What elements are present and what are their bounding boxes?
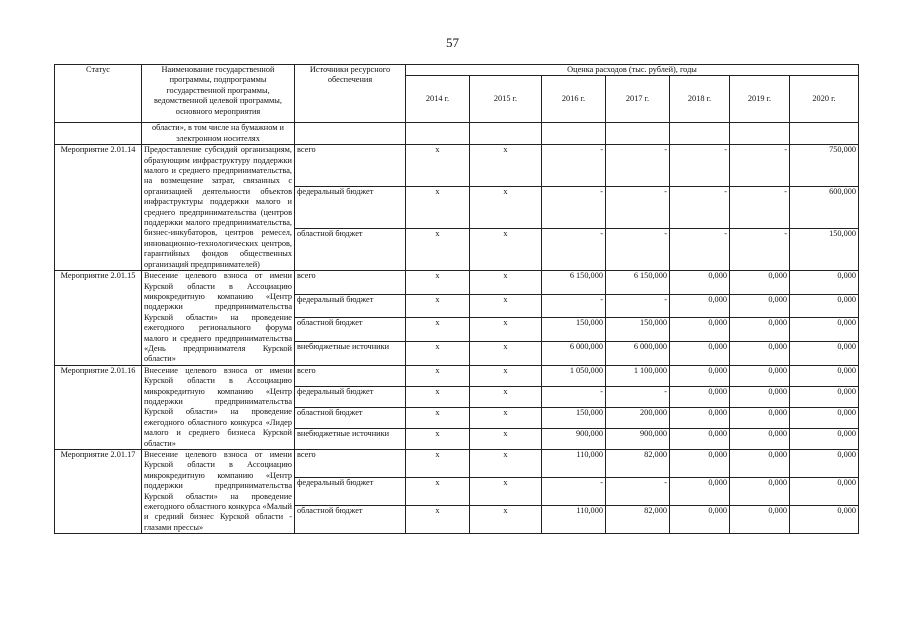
value-cell: 6 150,000	[606, 271, 670, 295]
value-cell: 110,000	[542, 450, 606, 478]
value-cell: -	[606, 145, 670, 187]
value-cell: 0,000	[790, 428, 859, 449]
value-cell: 0,000	[730, 450, 790, 478]
value-cell: х	[470, 342, 542, 366]
activity-name: Внесение целевого взноса от имени Курской области в Ассоциацию микрокредитную компанию «Центр поддержки предпринимательства Курской области» на проведение ежегодного областного конкурса «Малый и средний бизнес Курской области - глазами прессы»	[142, 450, 295, 534]
value-cell: -	[542, 145, 606, 187]
value-cell: 0,000	[670, 342, 730, 366]
value-cell: 0,000	[730, 365, 790, 386]
value-cell: 0,000	[790, 342, 859, 366]
activity-status: Мероприятие 2.01.17	[55, 450, 142, 534]
value-cell: 110,000	[542, 506, 606, 534]
table-row	[55, 145, 859, 187]
table-row	[55, 271, 859, 295]
value-cell: х	[406, 187, 470, 229]
value-cell: 0,000	[670, 506, 730, 534]
value-cell: х	[406, 478, 470, 506]
value-cell: 0,000	[670, 271, 730, 295]
value-cell: 0,000	[730, 478, 790, 506]
value-cell: 0,000	[730, 342, 790, 366]
value-cell: 0,000	[670, 478, 730, 506]
value-cell: -	[670, 187, 730, 229]
value-cell: х	[470, 365, 542, 386]
value-cell: х	[406, 271, 470, 295]
value-cell: х	[406, 506, 470, 534]
value-cell: -	[730, 145, 790, 187]
value-cell: 0,000	[670, 318, 730, 342]
value-cell: х	[406, 407, 470, 428]
value-cell: х	[470, 407, 542, 428]
value-cell: х	[470, 506, 542, 534]
value-cell: х	[470, 187, 542, 229]
header-name: Наименование государственной программы, подпрограммы государственной программы, ведомственной целевой программы, основного мероприятия	[142, 65, 295, 123]
activity-status: Мероприятие 2.01.16	[55, 365, 142, 449]
value-cell: -	[606, 187, 670, 229]
continuation-row	[55, 123, 859, 145]
funding-source: федеральный бюджет	[295, 386, 406, 407]
value-cell: 0,000	[790, 450, 859, 478]
value-cell: х	[470, 386, 542, 407]
value-cell: х	[406, 318, 470, 342]
value-cell: х	[470, 428, 542, 449]
value-cell: 0,000	[790, 386, 859, 407]
value-cell: 0,000	[730, 506, 790, 534]
funding-source: всего	[295, 145, 406, 187]
expenditure-table	[54, 64, 859, 534]
value-cell: 0,000	[670, 428, 730, 449]
value-cell: 1 100,000	[606, 365, 670, 386]
value-cell: 0,000	[670, 365, 730, 386]
funding-source: внебюджетные источники	[295, 342, 406, 366]
value-cell: -	[542, 386, 606, 407]
value-cell: -	[606, 229, 670, 271]
funding-source: федеральный бюджет	[295, 187, 406, 229]
value-cell: х	[470, 271, 542, 295]
header-year: 2015 г.	[470, 76, 542, 123]
value-cell: -	[542, 229, 606, 271]
value-cell: х	[406, 229, 470, 271]
value-cell: -	[730, 187, 790, 229]
header-year: 2017 г.	[606, 76, 670, 123]
value-cell: 0,000	[670, 294, 730, 318]
value-cell: 150,000	[542, 407, 606, 428]
value-cell: 6 000,000	[542, 342, 606, 366]
value-cell: 82,000	[606, 506, 670, 534]
funding-source: федеральный бюджет	[295, 478, 406, 506]
header-year: 2014 г.	[406, 76, 470, 123]
value-cell: х	[406, 386, 470, 407]
value-cell: х	[470, 478, 542, 506]
value-cell: 150,000	[542, 318, 606, 342]
value-cell: х	[406, 342, 470, 366]
activity-name: Внесение целевого взноса от имени Курской области в Ассоциацию микрокредитную компанию «Центр поддержки предпринимательства Курской области» на проведение ежегодного регионального форума малого и среднего предпринимательства «День предпринимателя Курской области»	[142, 271, 295, 366]
value-cell: -	[542, 187, 606, 229]
funding-source: федеральный бюджет	[295, 294, 406, 318]
page-number: 57	[446, 35, 459, 50]
table-row	[55, 365, 859, 386]
value-cell: х	[470, 450, 542, 478]
funding-source: областной бюджет	[295, 506, 406, 534]
continuation-text: области», в том числе на бумажном и электронном носителях	[142, 123, 295, 145]
header-year: 2018 г.	[670, 76, 730, 123]
value-cell: 0,000	[790, 294, 859, 318]
value-cell: 0,000	[670, 386, 730, 407]
value-cell: х	[470, 318, 542, 342]
value-cell: 82,000	[606, 450, 670, 478]
value-cell: 6 000,000	[606, 342, 670, 366]
value-cell: -	[542, 294, 606, 318]
value-cell: -	[542, 478, 606, 506]
value-cell: 200,000	[606, 407, 670, 428]
value-cell: 0,000	[670, 407, 730, 428]
header-status: Статус	[55, 65, 142, 123]
value-cell: х	[406, 294, 470, 318]
value-cell: 900,000	[606, 428, 670, 449]
value-cell: 0,000	[790, 478, 859, 506]
value-cell: 0,000	[790, 318, 859, 342]
value-cell: 0,000	[790, 365, 859, 386]
value-cell: 0,000	[790, 271, 859, 295]
value-cell: 0,000	[670, 450, 730, 478]
header-year: 2019 г.	[730, 76, 790, 123]
value-cell: х	[470, 145, 542, 187]
value-cell: 6 150,000	[542, 271, 606, 295]
header-year: 2016 г.	[542, 76, 606, 123]
value-cell: х	[406, 365, 470, 386]
header-year: 2020 г.	[790, 76, 859, 123]
header-estimate: Оценка расходов (тыс. рублей), годы	[406, 65, 859, 76]
value-cell: 0,000	[730, 294, 790, 318]
header-sources: Источники ресурсного обеспечения	[295, 65, 406, 123]
value-cell: 0,000	[730, 407, 790, 428]
value-cell: 0,000	[730, 318, 790, 342]
value-cell: х	[406, 145, 470, 187]
value-cell: -	[606, 294, 670, 318]
value-cell: 1 050,000	[542, 365, 606, 386]
value-cell: 0,000	[730, 386, 790, 407]
value-cell: х	[470, 294, 542, 318]
activity-status: Мероприятие 2.01.14	[55, 145, 142, 271]
value-cell: 0,000	[730, 271, 790, 295]
table-row	[55, 450, 859, 478]
activity-name: Предоставление субсидий организациям, образующим инфраструктуру поддержки малого и среднего предпринимательства, на возмещение затрат, связанных с организацией деятельности объектов инфраструктуры поддержки малого и среднего предпринимательства (центров поддержки малого предпринимательства, бизнес-инкубаторов, центров ремесел, инновационно-технологических центров, гарантийных фондов общественных организаций предпринимателей)	[142, 145, 295, 271]
funding-source: областной бюджет	[295, 229, 406, 271]
value-cell: 150,000	[790, 229, 859, 271]
value-cell: -	[606, 386, 670, 407]
value-cell: 0,000	[730, 428, 790, 449]
value-cell: 900,000	[542, 428, 606, 449]
funding-source: всего	[295, 450, 406, 478]
funding-source: областной бюджет	[295, 407, 406, 428]
funding-source: внебюджетные источники	[295, 428, 406, 449]
value-cell: 600,000	[790, 187, 859, 229]
activity-name: Внесение целевого взноса от имени Курской области в Ассоциацию микрокредитную компанию «Центр поддержки предпринимательства Курской области» на проведение ежегодного областного конкурса «Лидер малого и среднего бизнеса Курской области»	[142, 365, 295, 449]
value-cell: -	[670, 145, 730, 187]
funding-source: областной бюджет	[295, 318, 406, 342]
activity-status: Мероприятие 2.01.15	[55, 271, 142, 366]
value-cell: х	[470, 229, 542, 271]
value-cell: 0,000	[790, 506, 859, 534]
funding-source: всего	[295, 271, 406, 295]
value-cell: -	[606, 478, 670, 506]
value-cell: х	[406, 428, 470, 449]
value-cell: -	[670, 229, 730, 271]
value-cell: 150,000	[606, 318, 670, 342]
funding-source: всего	[295, 365, 406, 386]
value-cell: 0,000	[790, 407, 859, 428]
value-cell: х	[406, 450, 470, 478]
value-cell: -	[730, 229, 790, 271]
value-cell: 750,000	[790, 145, 859, 187]
